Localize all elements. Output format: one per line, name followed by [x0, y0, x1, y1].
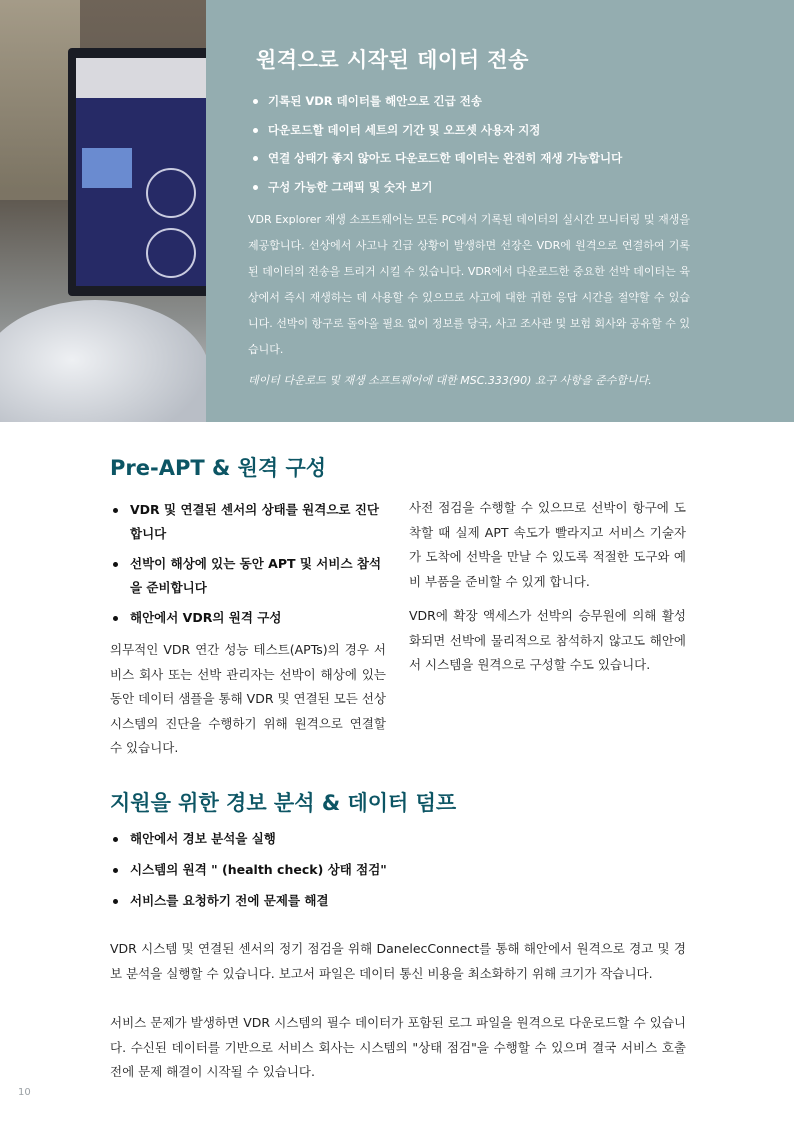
pre-apt-right-paragraph-2: VDR에 확장 액세스가 선박의 승무원에 의해 활성화되면 선박에 물리적으로 참석하지 않고도 해안에서 시스템을 원격으로 구성할 수도 있습니다.: [409, 608, 686, 672]
screen-map: [82, 148, 132, 188]
vdr-explorer-screen: [76, 58, 206, 286]
hero-panel: [206, 0, 794, 422]
hero-photo: [0, 0, 206, 422]
list-item: 해안에서 경보 분석을 실행: [110, 827, 670, 851]
list-item: VDR 및 연결된 센서의 상태를 원격으로 진단합니다: [110, 498, 390, 546]
list-item: 구성 가능한 그래픽 및 숫자 보기: [248, 179, 622, 208]
hero-bullet-list: [248, 93, 622, 207]
list-item: 연결 상태가 좋지 않아도 다운로드한 데이터는 완전히 재생 가능합니다: [248, 150, 622, 179]
alarm-paragraph-1: VDR 시스템 및 연결된 센서의 정기 점검을 위해 DanelecConnect를 통해 해안에서 원격으로 경고 및 경보 분석을 실행할 수 있습니다. 보고서 파일은 데이터 통신 비용을 최소화하기 위해 크기가 작습니다.: [110, 941, 686, 981]
list-item: 다운로드할 데이터 세트의 기간 및 오프셋 사용자 지정: [248, 122, 622, 151]
list-item: 시스템의 원격 " (health check) 상태 점검": [110, 858, 670, 882]
hero-compliance-note: 데이터 다운로드 및 재생 소프트웨어에 대한 MSC.333(90) 요구 사항을 준수합니다.: [248, 374, 652, 387]
screen-dial: [146, 168, 196, 218]
list-item: 기록된 VDR 데이터를 해안으로 긴급 전송: [248, 93, 622, 122]
pre-apt-right-paragraph-1: 사전 점검을 수행할 수 있으므로 선박이 항구에 도착할 때 실제 APT 속도가 빨라지고 서비스 기술자가 도착에 선박을 만날 수 있도록 적절한 도구와 예비 부품을 준비할 수 있게 합니다.: [409, 500, 686, 589]
alarm-bullet-list: [110, 827, 670, 913]
section-title-alarm-analysis: 지원을 위한 경보 분석 & 데이터 덤프: [110, 791, 457, 815]
list-item: 선박이 해상에 있는 동안 APT 및 서비스 참석을 준비합니다: [110, 552, 390, 600]
list-item: 해안에서 VDR의 원격 구성: [110, 606, 390, 630]
hero-body: VDR Explorer 재생 소프트웨어는 모든 PC에서 기록된 데이터의 실시간 모니터링 및 재생을 제공합니다. 선상에서 사고나 긴급 상황이 발생하면 선장은 VDR에 원격으로 연결하여 기록된 데이터의 전송을 트리거 시킬 수 있습니다. VDR에서 다운로드한 중요한 선박 데이터는 육상에서 즉시 재생하는 데 사용할 수 있으므로 사고에 대한 귀한 응답 시간을 절약할 수 있습니다. 선박이 항구로 돌아올 필요 없이 정보를 당국, 사고 조사관 및 보험 회사와 공유할 수 있습니다.: [248, 213, 690, 356]
hero-title: 원격으로 시작된 데이터 전송: [256, 48, 529, 72]
person-shoulder: [0, 300, 206, 422]
section-title-pre-apt: Pre-APT & 원격 구성: [110, 456, 327, 480]
screen-dial: [146, 228, 196, 278]
page-number: 10: [18, 1087, 31, 1098]
alarm-paragraph-2: 서비스 문제가 발생하면 VDR 시스템의 필수 데이터가 포함된 로그 파일을 원격으로 다운로드할 수 있습니다. 수신된 데이터를 기반으로 서비스 회사는 시스템의 "상태 점검"을 수행할 수 있으며 결국 서비스 호출 전에 문제 해결이 시작될 수 있습니다.: [110, 1015, 686, 1079]
pre-apt-bullet-list: [110, 498, 390, 630]
pre-apt-left-paragraph: 의무적인 VDR 연간 성능 테스트(APTs)의 경우 서비스 회사 또는 선박 관리자는 선박이 해상에 있는 동안 데이터 샘플을 통해 VDR 및 연결된 모든 선상 시스템의 진단을 수행하기 위해 원격으로 연결할 수 있습니다.: [110, 642, 386, 755]
list-item: 서비스를 요청하기 전에 문제를 해결: [110, 889, 670, 913]
screen-toolbar: [76, 58, 206, 98]
